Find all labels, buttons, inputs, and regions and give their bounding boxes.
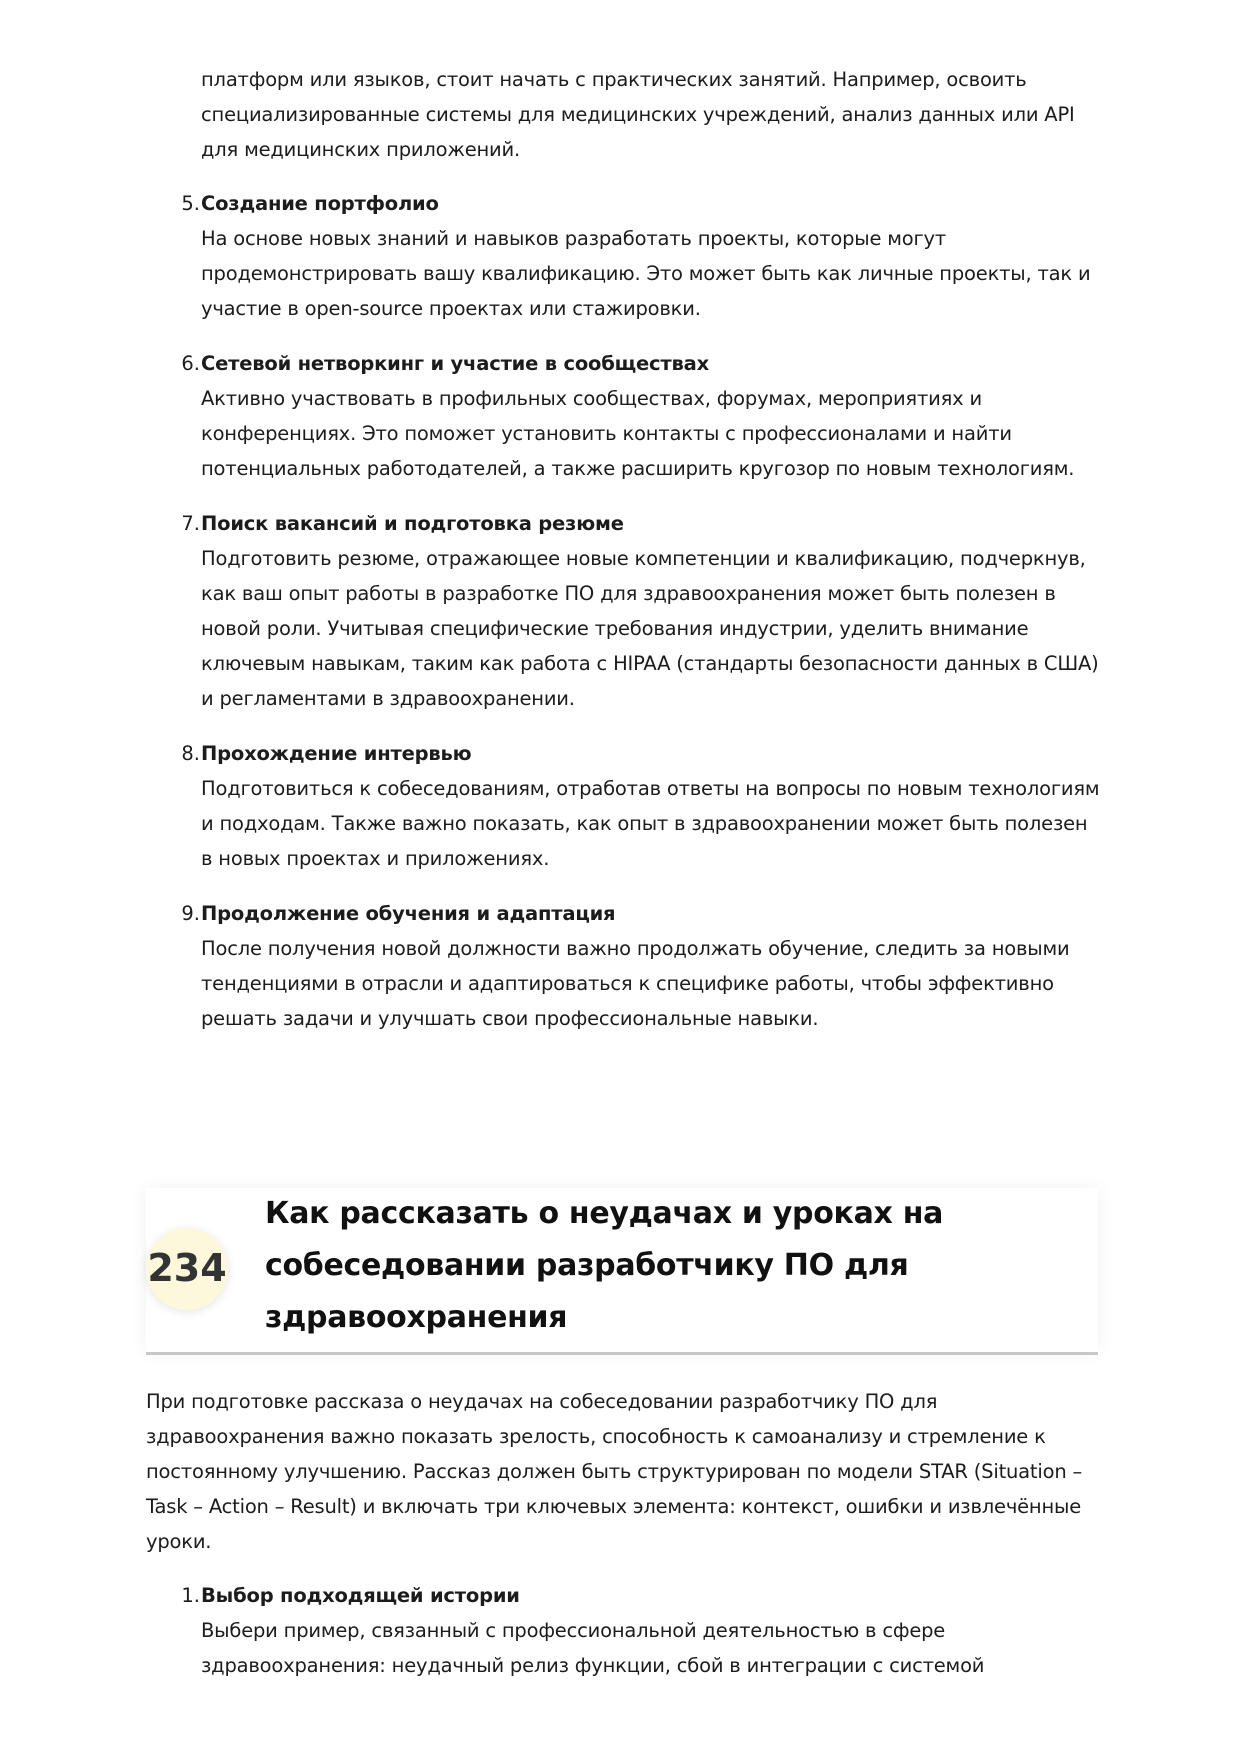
list-item-number: 8. (181, 742, 200, 765)
section-steps-list (0, 1578, 1239, 1703)
continued-paragraph: платформ или языков, стоит начать с практических занятий. Например, освоить специализированные системы для медицинских учреждений, анализ данных или API для медицинских приложений. (201, 68, 1075, 161)
list-item (0, 506, 1239, 716)
list-item (0, 896, 1239, 1036)
list-item-title: Прохождение интервью (201, 742, 472, 765)
section-title: Как рассказать о неудачах и уроках на собеседовании разработчику ПО для здравоохранения (265, 1196, 944, 1335)
list-item-title: Выбор подходящей истории (201, 1584, 520, 1607)
list-item-title: Продолжение обучения и адаптация (201, 902, 616, 925)
list-item-title: Поиск вакансий и подготовка резюме (201, 512, 624, 535)
steps-list (0, 186, 1239, 1056)
list-item-body: Подготовиться к собеседованиям, отработав ответы на вопросы по новым технологиям и подходам. Также важно показать, как опыт в здравоохранении может быть полезен в новых проектах и приложениях. (201, 777, 1100, 870)
list-item-number: 9. (181, 902, 200, 925)
list-item-body: На основе новых знаний и навыков разработать проекты, которые могут продемонстрировать вашу квалификацию. Это может быть как личные проекты, так и участие в open-source проектах или стажировки. (201, 227, 1091, 320)
list-item (0, 736, 1239, 876)
list-item-title: Создание портфолио (201, 192, 439, 215)
list-item-number: 1. (181, 1584, 200, 1607)
list-item-body: Активно участвовать в профильных сообществах, форумах, мероприятиях и конференциях. Это поможет установить контакты с профессионалами и найти потенциальных работодателей, а также расширить кругозор по новым технологиям. (201, 387, 1075, 480)
section-divider (146, 1352, 1098, 1355)
list-item (0, 186, 1239, 326)
list-item (0, 346, 1239, 486)
list-item (0, 1578, 1239, 1683)
section-number: 234 (147, 1246, 227, 1290)
list-item-body: После получения новой должности важно продолжать обучение, следить за новыми тенденциями в отрасли и адаптироваться к специфике работы, чтобы эффективно решать задачи и улучшать свои профессиональные навыки. (201, 937, 1070, 1030)
list-item-body: Выбери пример, связанный с профессиональной деятельностью в сфере здравоохранения: неудачный релиз функции, сбой в интеграции с системой (201, 1619, 985, 1677)
section-intro: При подготовке рассказа о неудачах на собеседовании разработчику ПО для здравоохранения важно показать зрелость, способность к самоанализу и стремление к постоянному улучшению. Рассказ должен быть структурирован по модели STAR (Situation – Task – Action – Result) и включать три ключевых элемента: контекст, ошибки и извлечённые уроки. (146, 1390, 1083, 1553)
list-item-number: 6. (181, 352, 200, 375)
list-item-number: 7. (181, 512, 200, 535)
list-item-body: Подготовить резюме, отражающее новые компетенции и квалификацию, подчеркнув, как ваш опыт работы в разработке ПО для здравоохранения может быть полезен в новой роли. Учитывая специфические требования индустрии, уделить внимание ключевым навыкам, таким как работа с HIPAA (стандарты безопасности данных в США) и регламентами в здравоохранении. (201, 547, 1099, 710)
list-item-number: 5. (181, 192, 200, 215)
list-item-title: Сетевой нетворкинг и участие в сообществах (201, 352, 709, 375)
